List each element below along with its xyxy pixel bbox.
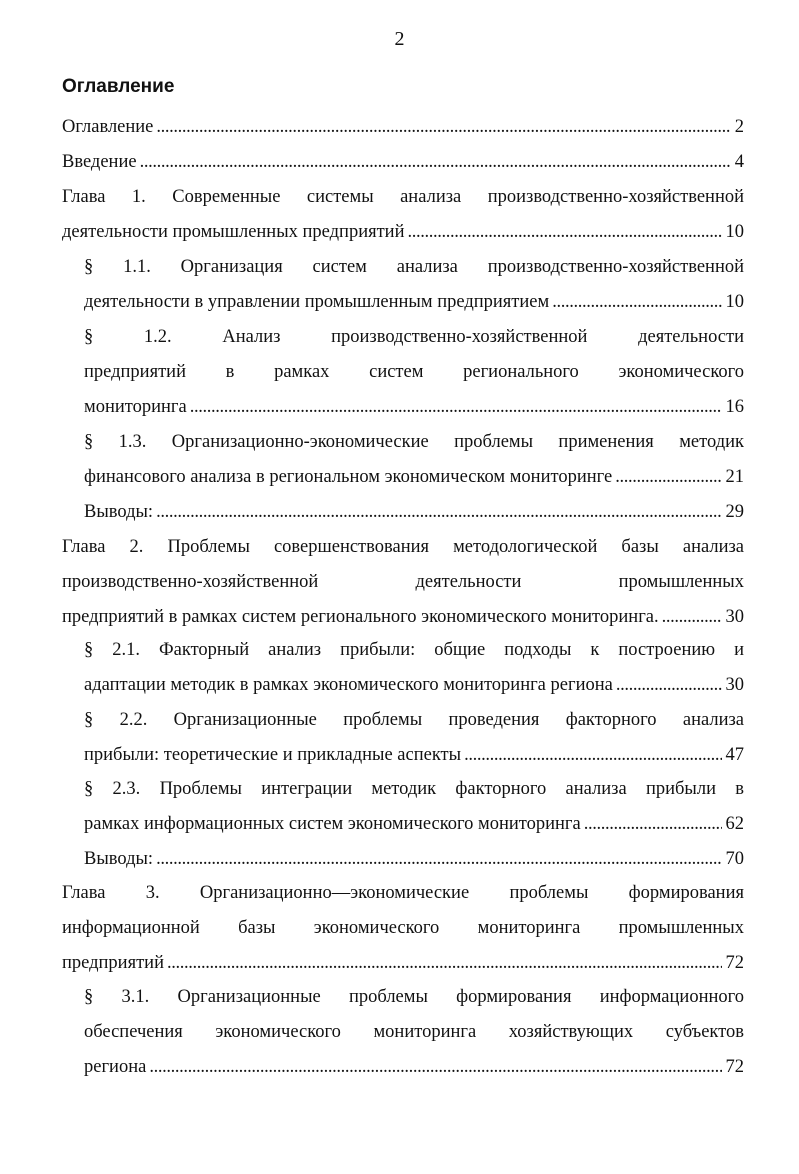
toc-entry-contents[interactable] (62, 110, 744, 145)
dot-leader (149, 1050, 721, 1085)
dot-leader (552, 285, 721, 320)
toc-entry-title: региона (84, 1057, 147, 1077)
toc-entry-section-1-3[interactable] (84, 425, 744, 495)
dot-leader (616, 668, 722, 703)
toc-page-number: 10 (725, 292, 744, 312)
toc-entry-line: § 1.2. Анализ производственно-хозяйственной деятельности (84, 327, 744, 347)
toc-page-number: 30 (725, 607, 744, 627)
toc-entry-title: прибыли: теоретические и прикладные аспекты (84, 745, 462, 765)
toc-page-number: 21 (725, 467, 744, 487)
dot-leader (140, 145, 731, 180)
toc-entry-line: Глава 1. Современные системы анализа производственно-хозяйственной (62, 187, 744, 207)
toc-entry-section-2-3[interactable] (84, 772, 744, 842)
toc-page-number: 2 (734, 117, 744, 137)
dot-leader (190, 390, 722, 425)
toc-page-number: 4 (734, 152, 744, 172)
dot-leader (156, 495, 721, 530)
dot-leader (464, 738, 721, 773)
toc-page-number: 70 (725, 849, 744, 869)
toc-entry-chapter-2[interactable] (62, 530, 744, 635)
dot-leader (662, 600, 722, 635)
toc-entry-line: Глава 2. Проблемы совершенствования методологической базы анализа (62, 537, 744, 557)
toc-entry-conclusions-2[interactable] (84, 842, 744, 877)
toc-entry-section-1-2[interactable] (84, 320, 744, 425)
toc-page-number: 16 (725, 397, 744, 417)
toc-entry-conclusions-1[interactable] (84, 495, 744, 530)
toc-entry-chapter-1[interactable] (62, 180, 744, 250)
toc-entry-section-1-1[interactable] (84, 250, 744, 320)
toc-page-number: 47 (725, 745, 744, 765)
toc-page-number: 30 (725, 675, 744, 695)
toc-entry-title: Введение (62, 152, 137, 172)
toc-entry-line: § 2.2. Организационные проблемы проведения факторного анализа (84, 710, 744, 730)
page-number: 2 (394, 28, 405, 50)
toc-entry-title: Выводы: (84, 849, 154, 869)
toc-entry-line: производственно-хозяйственной деятельности промышленных (62, 572, 744, 592)
toc-entry-title: Выводы: (84, 502, 154, 522)
toc-entry-line: Глава 3. Организационно—экономические проблемы формирования (62, 883, 744, 903)
toc-entry-title: рамках информационных систем экономического мониторинга (84, 814, 581, 834)
toc-entry-title: адаптации методик в рамках экономического мониторинга региона (84, 675, 613, 695)
toc-entry-section-2-1[interactable] (84, 633, 744, 703)
toc-page-number: 72 (725, 1057, 744, 1077)
dot-leader (167, 946, 722, 981)
toc-entry-line: § 3.1. Организационные проблемы формирования информационного (84, 987, 744, 1007)
toc-entry-title: финансового анализа в региональном экономическом мониторинге (84, 467, 613, 487)
toc-entry-section-3-1[interactable] (84, 980, 744, 1085)
toc-entry-line: § 2.1. Факторный анализ прибыли: общие подходы к построению и (84, 640, 744, 660)
toc-entry-line: § 1.3. Организационно-экономические проблемы применения методик (84, 432, 744, 452)
toc-entry-introduction[interactable] (62, 145, 744, 180)
toc-entry-title: Оглавление (62, 117, 154, 137)
toc-entry-section-2-2[interactable] (84, 703, 744, 773)
dot-leader (156, 842, 721, 877)
toc-entry-title: деятельности промышленных предприятий (62, 222, 405, 242)
toc-entry-title: предприятий в рамках систем регионального экономического мониторинга. (62, 607, 659, 627)
toc-heading: Оглавление (62, 76, 175, 97)
toc-page-number: 72 (725, 953, 744, 973)
toc-page-number: 10 (725, 222, 744, 242)
dot-leader (156, 110, 730, 145)
toc-entry-chapter-3[interactable] (62, 876, 744, 981)
toc-entry-title: мониторинга (84, 397, 187, 417)
toc-entry-line: предприятий в рамках систем регионального экономического (84, 362, 744, 382)
toc-entry-line: § 2.3. Проблемы интеграции методик факторного анализа прибыли в (84, 779, 744, 799)
dot-leader (584, 807, 722, 842)
toc-entry-line: информационной базы экономического мониторинга промышленных (62, 918, 744, 938)
toc-entry-line: § 1.1. Организация систем анализа производственно-хозяйственной (84, 257, 744, 277)
toc-entry-line: обеспечения экономического мониторинга хозяйствующих субъектов (84, 1022, 744, 1042)
toc-page-number: 29 (725, 502, 744, 522)
dot-leader (615, 460, 721, 495)
toc-entry-title: предприятий (62, 953, 164, 973)
dot-leader (408, 215, 722, 250)
toc-entry-title: деятельности в управлении промышленным предприятием (84, 292, 550, 312)
toc-page-number: 62 (725, 814, 744, 834)
